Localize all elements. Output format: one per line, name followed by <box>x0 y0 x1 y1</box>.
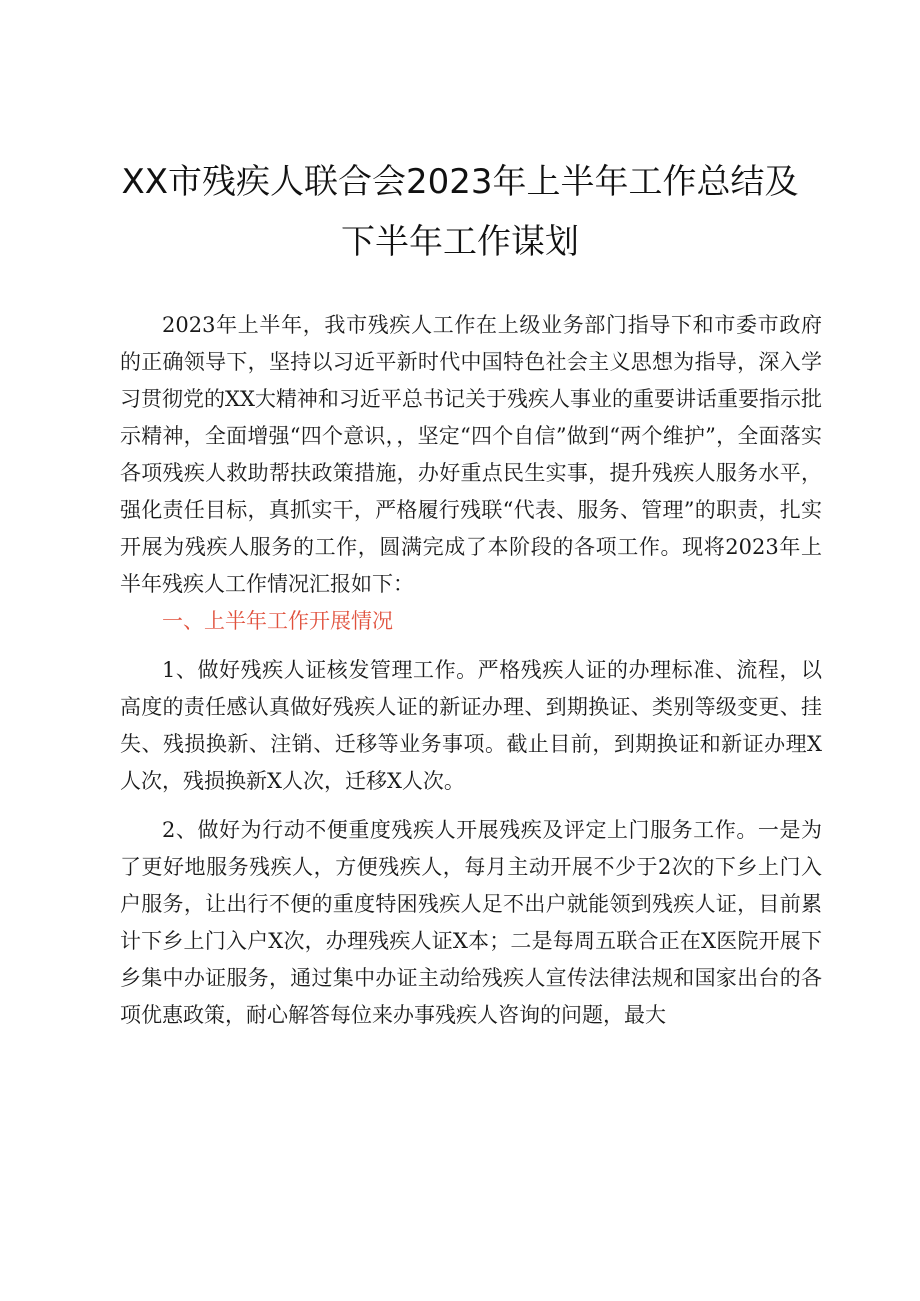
document-body <box>120 307 822 1034</box>
section-heading: 一、上半年工作开展情况 <box>162 609 393 633</box>
document-title-line-1: XX市残疾人联合会2023年上半年工作总结及 <box>121 162 799 202</box>
item-paragraph-1: 1、做好残疾人证核发管理工作。严格残疾人证的办理标准、流程，以高度的责任感认真做好残疾人证的新证办理、到期换证、类别等级变更、挂失、残损换新、注销、迁移等业务事项。截止目前，到期换证和新证办理X人次，残损换新X人次，迁移X人次。 <box>120 658 822 793</box>
document-title-line-2: 下半年工作谋划 <box>341 222 579 262</box>
intro-paragraph: 2023年上半年，我市残疾人工作在上级业务部门指导下和市委市政府的正确领导下，坚持以习近平新时代中国特色社会主义思想为指导，深入学习贯彻党的XX大精神和习近平总书记关于残疾人事业的重要讲话重要指示批示精神，全面增强“四个意识，，坚定“四个自信”做到“两个维护”，全面落实各项残疾人救助帮扶政策措施，办好重点民生实事，提升残疾人服务水平，强化责任目标，真抓实干，严格履行残联“代表、服务、管理”的职责，扎实开展为残疾人服务的工作，圆满完成了本阶段的各项工作。现将2023年上半年残疾人工作情况汇报如下： <box>120 313 822 596</box>
document-title <box>100 152 820 272</box>
item-paragraph-2: 2、做好为行动不便重度残疾人开展残疾及评定上门服务工作。一是为了更好地服务残疾人，方便残疾人，每月主动开展不少于2次的下乡上门入户服务，让出行不便的重度特困残疾人足不出户就能领到残疾人证，目前累计下乡上门入户X次，办理残疾人证X本；二是每周五联合正在X医院开展下乡集中办证服务，通过集中办证主动给残疾人宣传法律法规和国家出台的各项优惠政策，耐心解答每位来办事残疾人咨询的问题，最大 <box>120 818 822 1027</box>
